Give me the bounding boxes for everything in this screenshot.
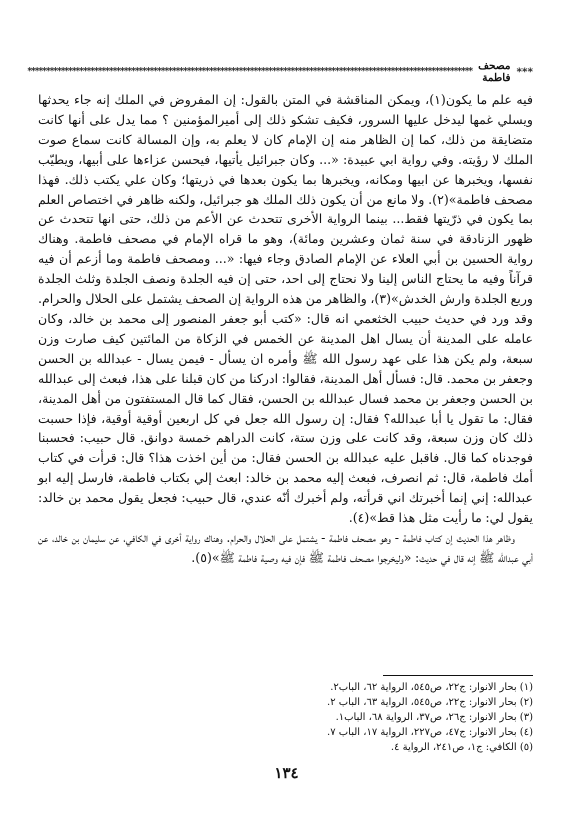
page-number: ١٣٤ xyxy=(274,764,299,782)
footnote: (٣) بحار الانوار: ج٢٦، ص٣٧، الرواية ٦٨، الباب١. xyxy=(335,712,533,723)
paragraph: وظاهر هذا الحديث إن كتاب فاطمة - وهو مصحف فاطمة - يشتمل على الحلال والحرام. وهناك رواية أخرى في الكافي، عن سليمان بن خالد، عن أبي عبدالله ﷺ إنه قال في حديث: «وليخرجوا مصحف فاطمة ﷺ فإن فيه وصية فاطمة ﷺ»(٥). xyxy=(38,529,533,565)
header-decorative-rule: ************************************************************************************************************************ xyxy=(27,67,473,77)
footnote: (١) بحار الانوار: ج٢٢، ص٥٤٥، الرواية ٦٢، الباب٢. xyxy=(330,682,533,693)
footnote: (٤) بحار الانوار: ج٤٧، ص٢٢٧، الرواية ١٧، الباب ٧. xyxy=(327,727,533,738)
footnote: (٥) الكافي: ج١، ص٢٤١، الرواية ٤. xyxy=(390,742,533,753)
footnotes xyxy=(40,680,533,755)
footnote-separator xyxy=(383,675,533,676)
header-title: مصحف فاطمة xyxy=(478,60,511,84)
footnote: (٢) بحار الانوار: ج٢٢، ص٥٤٥، الرواية ٦٣، الباب ٢. xyxy=(327,697,533,708)
running-header xyxy=(27,60,533,84)
header-star-mark: *** xyxy=(516,66,533,78)
paragraph: فيه علم ما يكون(١)، ويمكن المناقشة في المتن بالقول: إن المفروض في الملك إنه جاء يحدثها ويسلي غمها ليدخل عليها السرور، فكيف تشكو ذلك إلى أميرالمؤمنين ؟ مما يدل على أنها كانت متضايقة من ذلك، كما إن الظاهر منه إن الإمام كان لا يعلم به، وإن المسالة كانت سماع صوت الملك لا رؤيته. وفي رواية ابي عبيدة: «... وكان جبرائيل يأتيها، فيحسن عزاءها على أبيها، ويطيّب نفسها، ويخبرها عن ابيها ومكانه، ويخبرها بما يكون بعدها في ذريتها؛ وكان علي يكتب ذلك. فهذا مصحف فاطمة»(٢). ولا مانع من أن يكون ذلك الملك هو جبرائيل، ولكنه ظاهر في اختصاص العلم بما يكون في ذرّيتها فقط... بينما الرواية الأخرى تتحدث عن الأعم من ذلك، حتى انها تتحدث عن ظهور الزنادقة في سنة ثمان وعشرين ومائة)، وهو ما قراه الإمام في مصحف فاطمة. وهناك رواية الحسين بن أبي العلاء عن الإمام الصادق وجاء فيها: «... ومصحف فاطمة وما أزعم أن فيه قرآناً وفيه ما يحتاج الناس إلينا ولا نحتاج إلى احد، حتى إن فيه الجلدة ونصف الجلدة وثلث الجلدة وربع الجلدة وارش الخدش»(٣)، والظاهر من هذه الرواية إن الصحف يشتمل على الحلال والحرام. وقد ورد في حديث حبيب الخثعمي انه قال: «كتب أبو جعفر المنصور إلى محمد بن خالد، وكان عامله على المدينة أن يسال اهل المدينة عن الخمس في الزكاة من المائتين كيف صارت وزن سبعة، ولم يكن هذا على عهد رسول الله ﷺ وأمره ان يسأل - فيمن يسال - عبدالله بن الحسن وجعفر بن محمد. قال: فسأل أهل المدينة، فقالوا: ادركنا من كان قبلنا على هذا، فبعث إلى عبدالله بن الحسن وجعفر بن محمد فسال عبدالله بن الحسن، فقال كما قال المستفتون من أهل المدينة، فقال: ما تقول يا أبا عبدالله؟ فقال: إن رسول الله جعل في كل اربعين أوقية أوقية، فإذا حسبت ذلك كان وزن سبعة، وقد كانت على وزن ستة، كانت الدراهم خمسة دوانق. قال حبيب: فحسبنا فوجدناه كما قال. فاقبل عليه عبدالله بن الحسن فقال: من أين اخذت هذا؟ قال: قرأت في كتاب أمك فاطمة، قال: ثم انصرف، فبعث إليه محمد بن خالد: ابعث إلي بكتاب فاطمة، فارسل إليه ابو عبدالله: إني إنما أخبرتك اني قرأته، ولم أخبرك أنّه عندي، قال حبيب: فجعل يقول محمد بن خالد: يقول لي: ما رأيت مثل هذا قط»(٤). xyxy=(38,92,534,526)
main-text xyxy=(38,90,533,568)
